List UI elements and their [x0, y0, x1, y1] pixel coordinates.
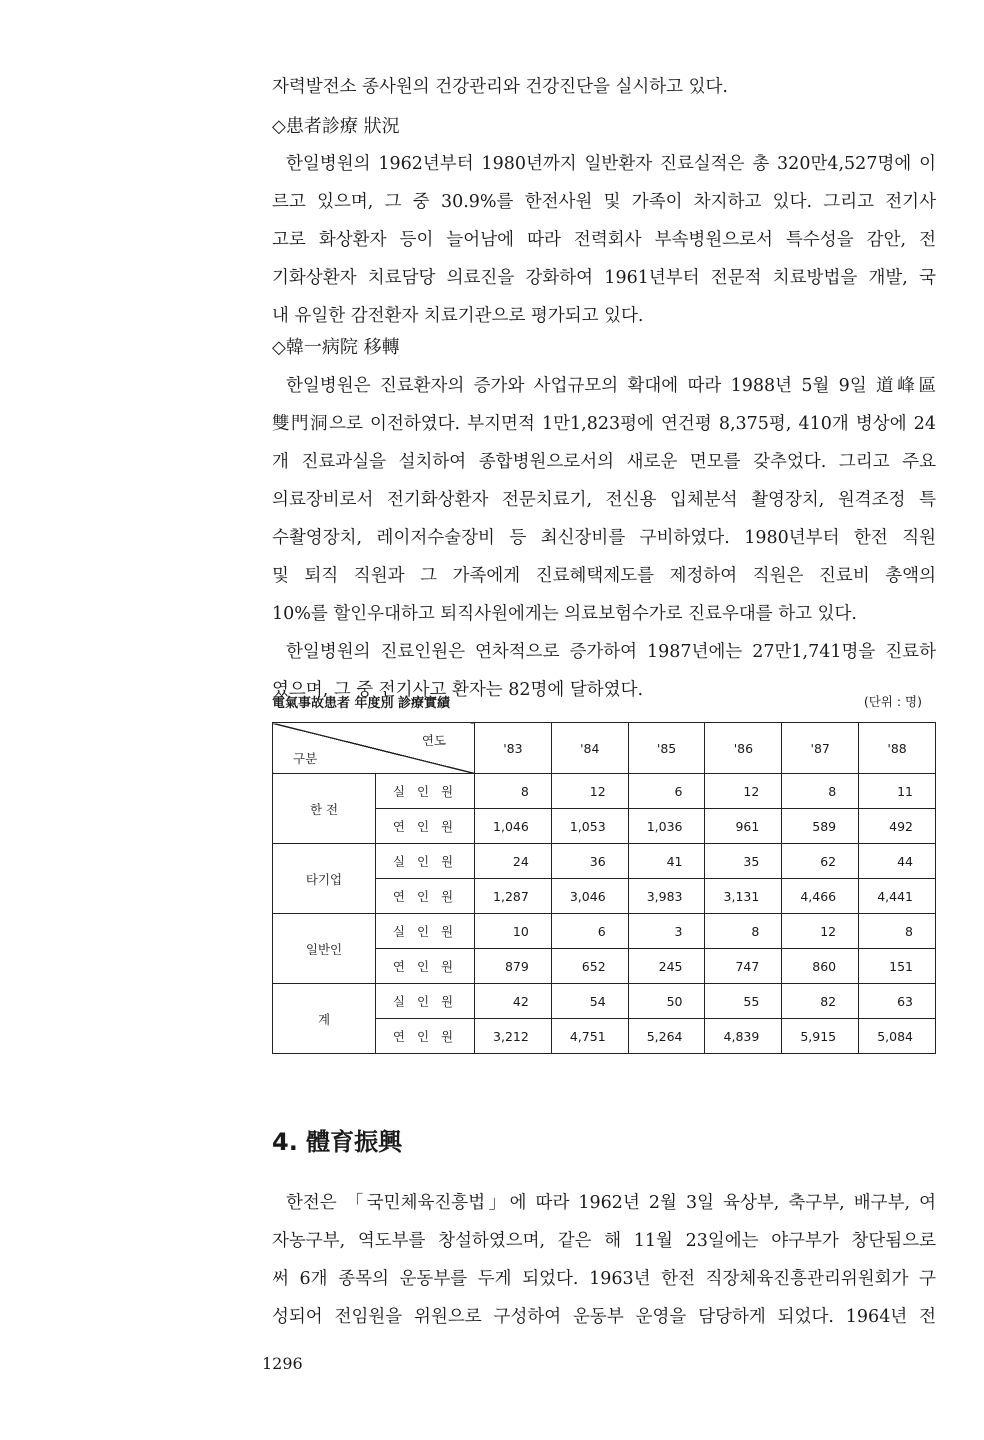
para4-line: 성되어 전임원을 위원으로 구성하여 운동부 운영을 담당하게 되었다. 1964년 전: [272, 1307, 936, 1327]
cell-value: 1,046: [475, 809, 552, 844]
para2-line: 및 퇴직 직원과 그 가족에게 진료혜택제도를 제정하여 직원은 진료비 총액의: [272, 566, 936, 586]
para2-line: 雙門洞으로 이전하였다. 부지면적 1만1,823평에 연건평 8,375평, 410개 병상에 24: [272, 414, 936, 434]
cell-value: 4,441: [859, 879, 936, 914]
sub-label-total: 연 인 원: [376, 949, 475, 984]
para4-line: 써 6개 종목의 운동부를 두게 되었다. 1963년 한전 직장체육진흥관리위원회가 구: [272, 1269, 936, 1289]
cell-value: 3,046: [551, 879, 628, 914]
cell-value: 3,212: [475, 1019, 552, 1054]
cell-value: 860: [782, 949, 859, 984]
cell-value: 652: [551, 949, 628, 984]
year-header: '87: [782, 723, 859, 774]
year-header: '86: [705, 723, 782, 774]
cell-value: 3,131: [705, 879, 782, 914]
table-corner-header: [273, 723, 475, 774]
category-label: 계: [273, 984, 376, 1054]
cell-value: 41: [628, 844, 705, 879]
para1-line: 르고 있으며, 그 중 30.9%를 한전사원 및 가족이 차지하고 있다. 그리고 전기사: [272, 192, 936, 212]
cell-value: 6: [551, 914, 628, 949]
cell-value: 12: [782, 914, 859, 949]
para1-line: 고로 화상환자 등이 늘어남에 따라 전력회사 부속병원으로서 특수성을 감안, 전: [272, 230, 936, 250]
header-year-label: 연도: [421, 733, 446, 748]
cell-value: 5,084: [859, 1019, 936, 1054]
year-header: '88: [859, 723, 936, 774]
cell-value: 492: [859, 809, 936, 844]
table-row: [273, 844, 936, 879]
table-row: [273, 984, 936, 1019]
year-header: '84: [551, 723, 628, 774]
cell-value: 42: [475, 984, 552, 1019]
cell-value: 8: [705, 914, 782, 949]
heading-patient-care: ◇患者診療 狀況: [272, 116, 400, 137]
heading-hospital-relocation: ◇韓一病院 移轉: [272, 337, 400, 358]
sub-label-real: 실 인 원: [376, 774, 475, 809]
cell-value: 12: [551, 774, 628, 809]
cell-value: 55: [705, 984, 782, 1019]
cell-value: 24: [475, 844, 552, 879]
category-label: 타기업: [273, 844, 376, 914]
page-number: 1296: [262, 1354, 303, 1373]
para4-line: 한전은 「국민체육진흥법」에 따라 1962년 2월 3일 육상부, 축구부, 배구부, 여: [286, 1193, 936, 1213]
cell-value: 961: [705, 809, 782, 844]
category-label: 일반인: [273, 914, 376, 984]
table-header-row: [273, 723, 936, 774]
cell-value: 3,983: [628, 879, 705, 914]
cell-value: 54: [551, 984, 628, 1019]
sub-label-real: 실 인 원: [376, 984, 475, 1019]
table-row: [273, 914, 936, 949]
category-label: 한 전: [273, 774, 376, 844]
patient-stats-table: [272, 722, 936, 1054]
section-title: 4. 體育振興: [272, 1128, 403, 1156]
cell-value: 50: [628, 984, 705, 1019]
cell-value: 5,915: [782, 1019, 859, 1054]
cell-value: 8: [859, 914, 936, 949]
para1-line: 기화상환자 치료담당 의료진을 강화하여 1961년부터 전문적 치료방법을 개발, 국: [272, 268, 936, 288]
para2-line: 한일병원은 진료환자의 증가와 사업규모의 확대에 따라 1988년 5월 9일 道峰區: [286, 376, 936, 396]
cell-value: 44: [859, 844, 936, 879]
sub-label-total: 연 인 원: [376, 809, 475, 844]
cell-value: 11: [859, 774, 936, 809]
header-group-label: 구분: [293, 751, 318, 766]
para2-line: 의료장비로서 전기화상환자 전문치료기, 전신용 입체분석 촬영장치, 원격조정 특: [272, 490, 936, 510]
table-title: 電氣事故患者 年度別 診療實績: [272, 696, 451, 711]
para1-line: 한일병원의 1962년부터 1980년까지 일반환자 진료실적은 총 320만4,527명에 이: [286, 154, 936, 174]
cell-value: 63: [859, 984, 936, 1019]
intro-line: 자력발전소 종사원의 건강관리와 건강진단을 실시하고 있다.: [272, 77, 728, 97]
cell-value: 35: [705, 844, 782, 879]
cell-value: 1,036: [628, 809, 705, 844]
cell-value: 4,751: [551, 1019, 628, 1054]
cell-value: 8: [782, 774, 859, 809]
cell-value: 82: [782, 984, 859, 1019]
para3-line: 였으며, 그 중 전기사고 환자는 82명에 달하였다.: [272, 680, 644, 700]
cell-value: 5,264: [628, 1019, 705, 1054]
para1-line: 내 유일한 감전환자 치료기관으로 평가되고 있다.: [272, 306, 644, 326]
para4-line: 자농구부, 역도부를 창설하였으며, 같은 해 11월 23일에는 야구부가 창단됨으로: [272, 1231, 936, 1251]
cell-value: 12: [705, 774, 782, 809]
cell-value: 4,839: [705, 1019, 782, 1054]
sub-label-total: 연 인 원: [376, 879, 475, 914]
cell-value: 151: [859, 949, 936, 984]
cell-value: 62: [782, 844, 859, 879]
cell-value: 8: [475, 774, 552, 809]
cell-value: 879: [475, 949, 552, 984]
sub-label-total: 연 인 원: [376, 1019, 475, 1054]
para3-line: 한일병원의 진료인원은 연차적으로 증가하여 1987년에는 27만1,741명을 진료하: [286, 642, 936, 662]
para2-line: 10%를 할인우대하고 퇴직사원에게는 의료보험수가로 진료우대를 하고 있다.: [272, 604, 857, 624]
para2-line: 개 진료과실을 설치하여 종합병원으로서의 새로운 면모를 갖추었다. 그리고 주요: [272, 452, 936, 472]
sub-label-real: 실 인 원: [376, 914, 475, 949]
cell-value: 4,466: [782, 879, 859, 914]
para2-line: 수촬영장치, 레이저수술장비 등 최신장비를 구비하였다. 1980년부터 한전 직원: [272, 528, 936, 548]
cell-value: 245: [628, 949, 705, 984]
cell-value: 1,053: [551, 809, 628, 844]
cell-value: 3: [628, 914, 705, 949]
sub-label-real: 실 인 원: [376, 844, 475, 879]
year-header: '85: [628, 723, 705, 774]
year-header: '83: [475, 723, 552, 774]
cell-value: 6: [628, 774, 705, 809]
cell-value: 1,287: [475, 879, 552, 914]
cell-value: 747: [705, 949, 782, 984]
cell-value: 36: [551, 844, 628, 879]
cell-value: 10: [475, 914, 552, 949]
table-unit: (단위 : 명): [863, 694, 922, 709]
table-row: [273, 774, 936, 809]
cell-value: 589: [782, 809, 859, 844]
